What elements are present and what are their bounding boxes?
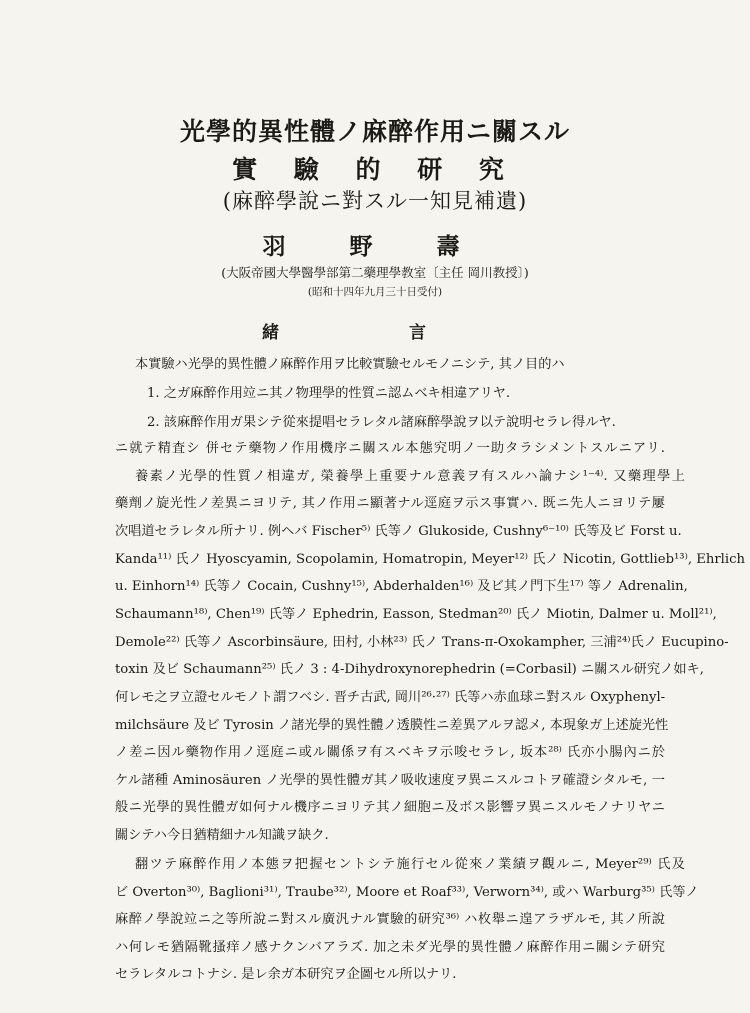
body-line: ビ Overton³⁰⁾, Baglioni³¹⁾, Traube³²⁾, Moore et Roaf³³⁾, Verworn³⁴⁾, 或ハ Warburg³⁵⁾ 氏等ノ — [115, 885, 699, 900]
paper-title-line2: 實 驗 的 研 究 — [232, 155, 518, 184]
body-line: 養素ノ光學的性質ノ相違ガ, 榮養學上重要ナル意義ヲ有スルハ論ナシ¹⁻⁴⁾. 又藥理學上 — [135, 469, 685, 484]
body-line: Kanda¹¹⁾ 氏ノ Hyoscyamin, Scopolamin, Homatropin, Meyer¹²⁾ 氏ノ Nicotin, Gottlieb¹³⁾, Ehrlich — [115, 552, 745, 567]
paper-subtitle: (麻醉學說ニ對スル一知見補遺) — [222, 189, 528, 213]
body-line: セラレタルコトナシ. 是レ余ガ本研究ヲ企圖セル所以ナリ. — [115, 967, 457, 982]
received-date: (昭和十四年九月三十日受付) — [307, 286, 443, 298]
paper-title: 光學的異性體ノ麻醉作用ニ關スル — [179, 117, 570, 146]
body-line: 關シテハ今日猶精細ナル知識ヲ缺ク. — [115, 828, 329, 843]
body-line: 何レモ之ヲ立證セルモノト謂フベシ. 晋チ古武, 岡川²⁶·²⁷⁾ 氏等ハ赤血球ニ對スル Oxyphenyl- — [115, 690, 666, 705]
body-line: Demole²²⁾ 氏等ノ Ascorbinsäure, 田村, 小林²³⁾ 氏ノ Trans-π-Oxokampher, 三浦²⁴⁾氏ノ Eucupino- — [115, 635, 729, 650]
body-line: 次唱道セラレタル所ナリ. 例ヘバ Fischer⁵⁾ 氏等ノ Glukoside, Cushny⁶⁻¹⁰⁾ 氏等及ビ Forst u. — [115, 524, 682, 539]
body-line: 1. 之ガ麻醉作用竝ニ其ノ物理學的性質ニ認ムベキ相違アリヤ. — [147, 386, 511, 401]
affiliation: (大阪帝國大學醫學部第二藥理學教室〔主任 岡川教授〕) — [221, 265, 529, 280]
body-line: Schaumann¹⁸⁾, Chen¹⁹⁾ 氏等ノ Ephedrin, Easson, Stedman²⁰⁾ 氏ノ Miotin, Dalmer u. Moll²¹⁾, — [115, 607, 717, 622]
body-line: ハ何レモ猶隔靴搔痒ノ感ナクンバアラズ. 加之未ダ光學的異性體ノ麻醉作用ニ關シテ研究 — [115, 940, 665, 955]
body-line: 藥劑ノ旋光性ノ差異ニヨリテ, 其ノ作用ニ顯著ナル逕庭ヲ示ス事實ハ. 既ニ先人ニヨリテ屢 — [115, 496, 665, 511]
body-line: ノ差ニ因ル藥物作用ノ逕庭ニ或ル關係ヲ有スベキヲ示唆セラレ, 坂本²⁸⁾ 氏亦小腸內ニ於 — [115, 745, 665, 760]
section-heading: 緒 言 — [262, 323, 488, 343]
author-name: 羽 野 壽 — [262, 233, 488, 260]
body-line: 本實驗ハ光學的異性體ノ麻醉作用ヲ比較實驗セルモノニシテ, 其ノ目的ハ — [135, 357, 565, 372]
body-line: 麻醉ノ學說竝ニ之等所說ニ對スル廣汎ナル實驗的研究³⁶⁾ ハ枚舉ニ遑アラザルモ, 其ノ所說 — [115, 912, 665, 927]
body-line: toxin 及ビ Schaumann²⁵⁾ 氏ノ 3 : 4-Dihydroxynorephedrin (=Corbasil) ニ關スル研究ノ如キ, — [115, 662, 704, 677]
body-line: ケル諸種 Aminosäuren ノ光學的異性體ガ其ノ吸收速度ヲ異ニスルコトヲ確證シタルモ, 一 — [115, 773, 665, 788]
body-line: ニ就テ精査シ 併セテ藥物ノ作用機序ニ關スル本態究明ノ一助タラシメントスルニアリ. — [115, 441, 665, 456]
body-line: u. Einhorn¹⁴⁾ 氏等ノ Cocain, Cushny¹⁵⁾, Abderhalden¹⁶⁾ 及ビ其ノ門下生¹⁷⁾ 等ノ Adrenalin, — [115, 579, 688, 594]
body-line: 2. 該麻醉作用ガ果シテ從來提唱セラレタル諸麻醉學說ヲ以テ說明セラレ得ルヤ. — [147, 415, 616, 430]
body-line: 翻ツテ麻醉作用ノ本態ヲ把握セントシテ施行セル從來ノ業績ヲ觀ルニ, Meyer²⁹⁾ 氏及 — [135, 857, 685, 872]
body-line: 般ニ光學的異性體ガ如何ナル機序ニヨリテ其ノ細胞ニ及ボス影響ヲ異ニスルモノナリヤニ — [115, 800, 665, 815]
body-line: milchsäure 及ビ Tyrosin ノ諸光學的異性體ノ透膜性ニ差異アルヲ認メ, 本現象ガ上述旋光性 — [115, 718, 669, 733]
